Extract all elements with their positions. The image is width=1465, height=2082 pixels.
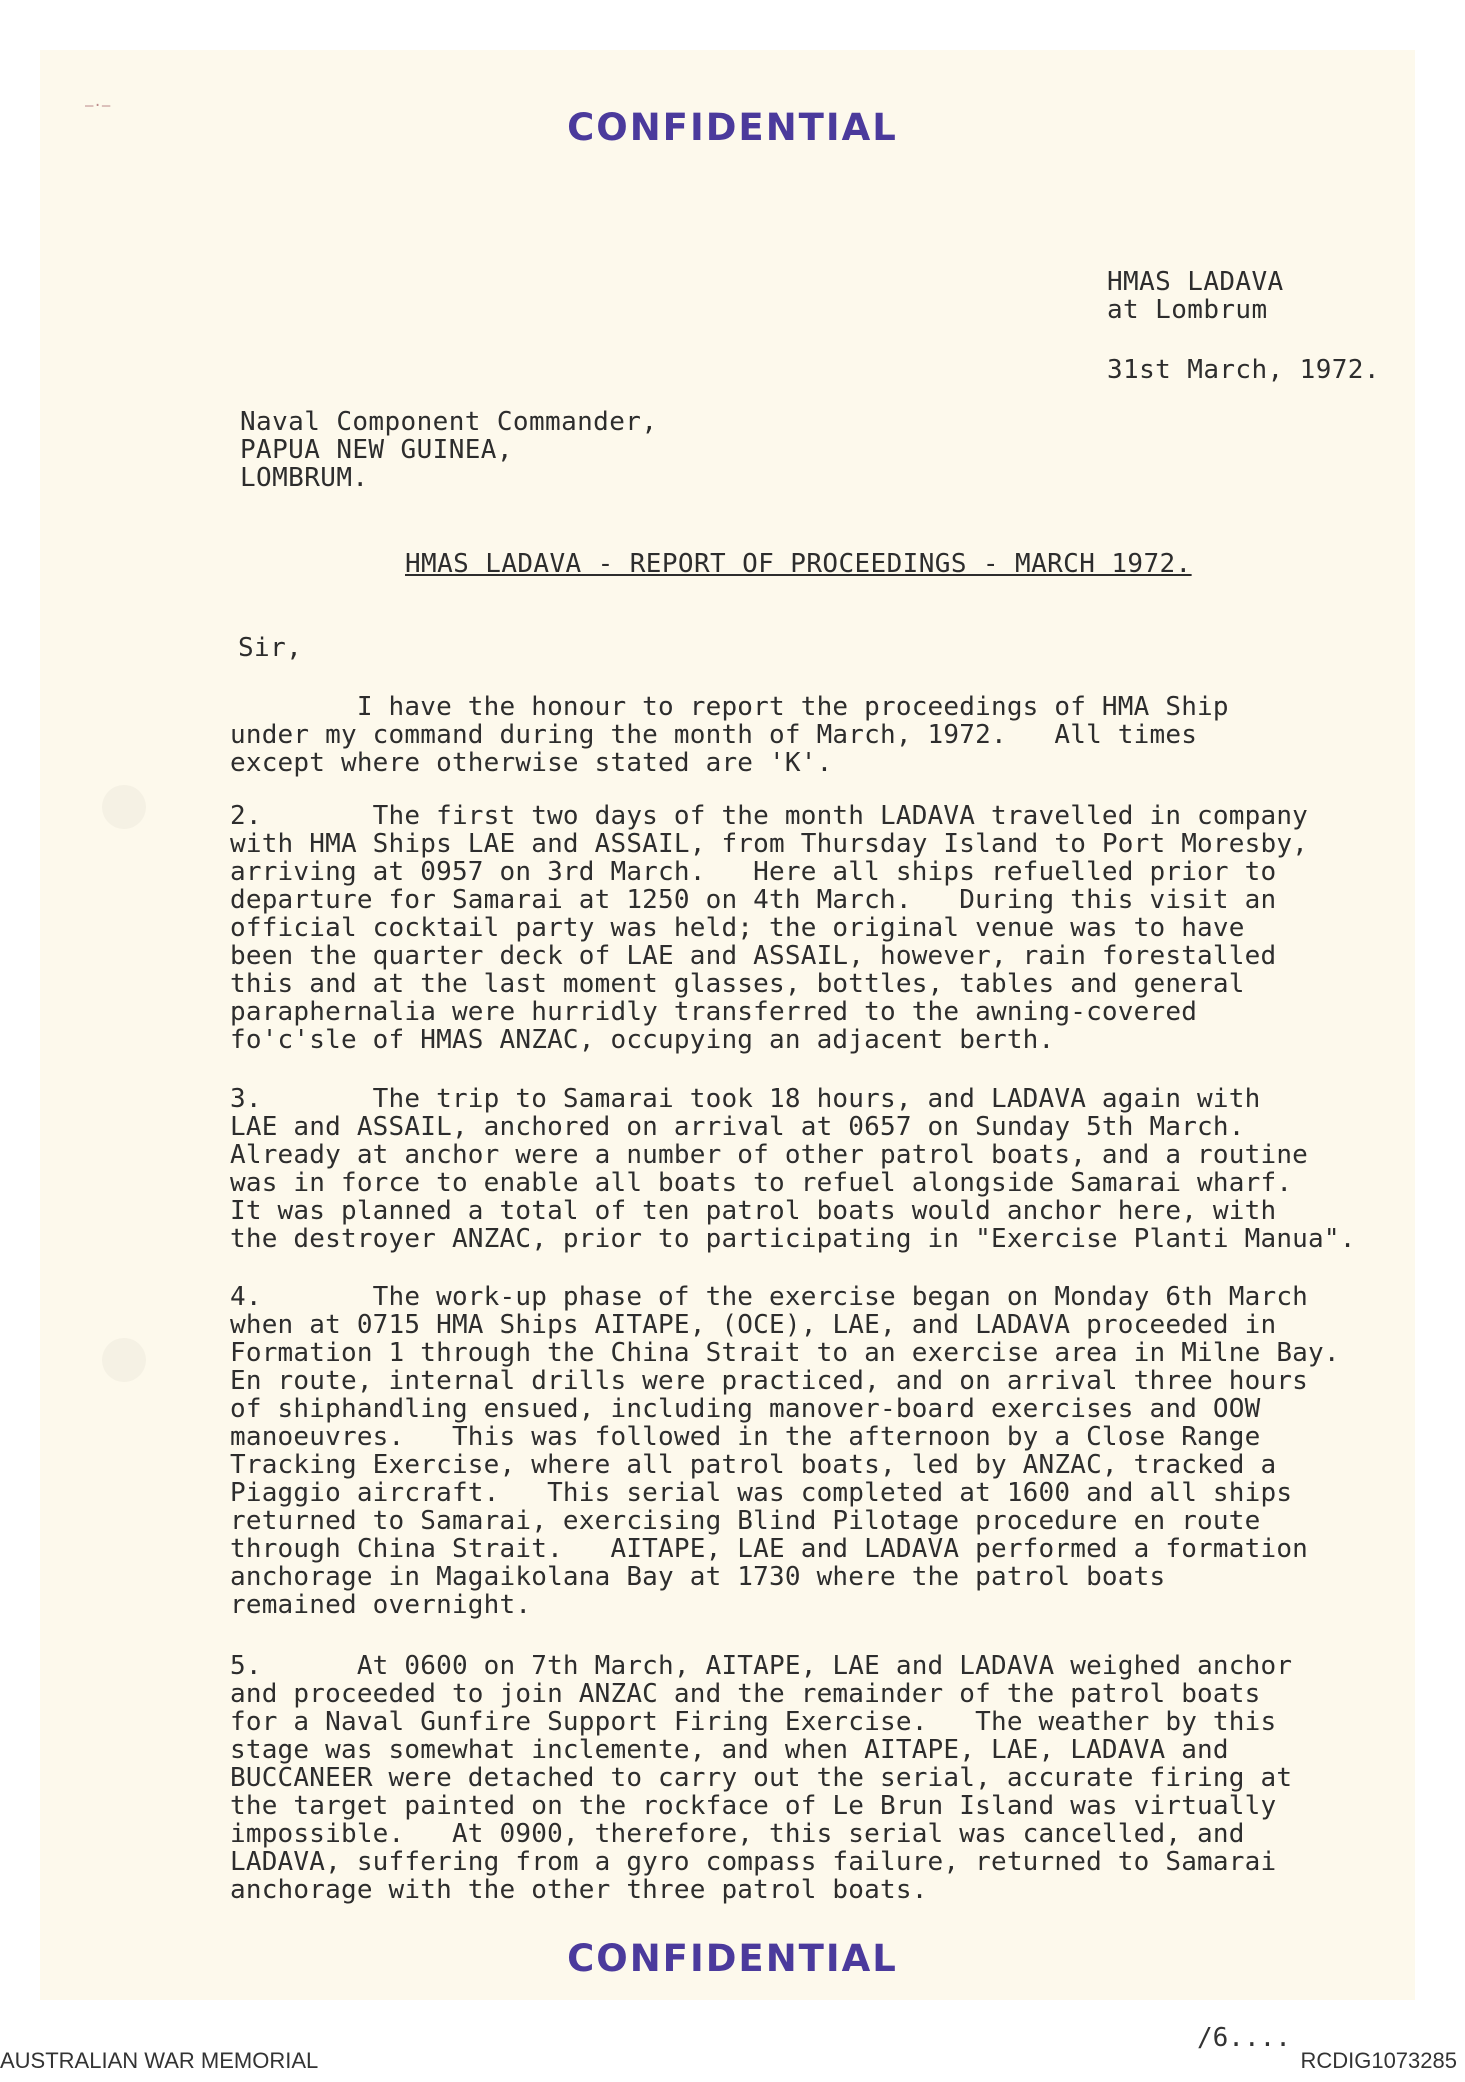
sender-address — [1107, 268, 1284, 324]
paragraph-line: I have the honour to report the proceedings of HMA Ship — [230, 692, 1229, 722]
subject-heading: HMAS LADAVA - REPORT OF PROCEEDINGS - MARCH 1972. — [405, 549, 1192, 579]
paragraph-1 — [230, 693, 1390, 777]
recipient-line: LOMBRUM. — [240, 463, 369, 493]
continuation-marker: /6.... — [1197, 2023, 1291, 2053]
paragraph-line: impossible. At 0900, therefore, this serial was cancelled, and — [230, 1819, 1245, 1849]
archive-id: RCDIG1073285 — [1300, 2048, 1457, 2073]
edge-mark: —·— — [85, 98, 111, 114]
paragraph-line: En route, internal drills were practiced, and on arrival three hours — [230, 1366, 1309, 1396]
salutation: Sir, — [238, 633, 303, 663]
paragraph-line: 2. The first two days of the month LADAVA travelled in company — [230, 801, 1309, 831]
paragraph-line: LADAVA, suffering from a gyro compass failure, returned to Samarai — [230, 1847, 1277, 1877]
paragraph-line: paraphernalia were hurridly transferred to the awning-covered — [230, 997, 1198, 1027]
paragraph-line: stage was somewhat inclemente, and when AITAPE, LAE, LADAVA and — [230, 1735, 1229, 1765]
paragraph-line: 4. The work-up phase of the exercise began on Monday 6th March — [230, 1282, 1309, 1312]
paragraph-2 — [230, 802, 1390, 1054]
paragraph-line: BUCCANEER were detached to carry out the serial, accurate firing at — [230, 1763, 1293, 1793]
paragraph-line: this and at the last moment glasses, bottles, tables and general — [230, 969, 1245, 999]
paragraph-line: except where otherwise stated are 'K'. — [230, 748, 833, 778]
paragraph-line: fo'c'sle of HMAS ANZAC, occupying an adjacent berth. — [230, 1025, 1055, 1055]
paragraph-line: and proceeded to join ANZAC and the remainder of the patrol boats — [230, 1679, 1261, 1709]
paragraph-line: been the quarter deck of LAE and ASSAIL, however, rain forestalled — [230, 941, 1277, 971]
confidential-stamp-bottom: CONFIDENTIAL — [567, 1937, 898, 1980]
paragraph-line: Tracking Exercise, where all patrol boats, led by ANZAC, tracked a — [230, 1450, 1277, 1480]
recipient-line: PAPUA NEW GUINEA, — [240, 435, 513, 465]
paragraph-line: the target painted on the rockface of Le Brun Island was virtually — [230, 1791, 1277, 1821]
paragraph-line: anchorage in Magaikolana Bay at 1730 where the patrol boats — [230, 1562, 1166, 1592]
paragraph-line: It was planned a total of ten patrol boats would anchor here, with — [230, 1196, 1277, 1226]
paragraph-line: returned to Samarai, exercising Blind Pilotage procedure en route — [230, 1506, 1261, 1536]
paragraph-line: was in force to enable all boats to refuel alongside Samarai wharf. — [230, 1168, 1293, 1198]
paragraph-line: manoeuvres. This was followed in the afternoon by a Close Range — [230, 1422, 1261, 1452]
letter-date: 31st March, 1972. — [1107, 355, 1380, 385]
paragraph-5 — [230, 1652, 1390, 1904]
archive-label: AUSTRALIAN WAR MEMORIAL — [0, 2048, 319, 2073]
paragraph-3 — [230, 1085, 1390, 1253]
paragraph-line: through China Strait. AITAPE, LAE and LADAVA performed a formation — [230, 1534, 1309, 1564]
recipient-line: Naval Component Commander, — [240, 407, 658, 437]
paragraph-line: Already at anchor were a number of other patrol boats, and a routine — [230, 1140, 1309, 1170]
recipient-address — [240, 408, 657, 492]
paragraph-line: Formation 1 through the China Strait to an exercise area in Milne Bay. — [230, 1338, 1340, 1368]
paragraph-line: of shiphandling ensued, including manover-board exercises and OOW — [230, 1394, 1261, 1424]
paragraph-line: official cocktail party was held; the original venue was to have — [230, 913, 1245, 943]
paragraph-line: for a Naval Gunfire Support Firing Exercise. The weather by this — [230, 1707, 1277, 1737]
paragraph-line: remained overnight. — [230, 1590, 532, 1620]
confidential-stamp-top: CONFIDENTIAL — [567, 106, 898, 149]
sender-line: HMAS LADAVA — [1107, 267, 1284, 297]
paragraph-line: Piaggio aircraft. This serial was completed at 1600 and all ships — [230, 1478, 1293, 1508]
paragraph-line: under my command during the month of March, 1972. All times — [230, 720, 1198, 750]
punch-hole — [102, 1338, 146, 1382]
paragraph-line: LAE and ASSAIL, anchored on arrival at 0657 on Sunday 5th March. — [230, 1112, 1245, 1142]
sender-line: at Lombrum — [1107, 295, 1268, 325]
paragraph-line: 3. The trip to Samarai took 18 hours, and LADAVA again with — [230, 1084, 1261, 1114]
paragraph-line: when at 0715 HMA Ships AITAPE, (OCE), LAE, and LADAVA proceeded in — [230, 1310, 1277, 1340]
paragraph-line: anchorage with the other three patrol boats. — [230, 1875, 928, 1905]
paragraph-line: 5. At 0600 on 7th March, AITAPE, LAE and LADAVA weighed anchor — [230, 1651, 1293, 1681]
paragraph-line: with HMA Ships LAE and ASSAIL, from Thursday Island to Port Moresby, — [230, 829, 1309, 859]
paragraph-4 — [230, 1283, 1390, 1619]
paragraph-line: the destroyer ANZAC, prior to participating in "Exercise Planti Manua". — [230, 1224, 1356, 1254]
paragraph-line: departure for Samarai at 1250 on 4th March. During this visit an — [230, 885, 1277, 915]
punch-hole — [102, 785, 146, 829]
paragraph-line: arriving at 0957 on 3rd March. Here all ships refuelled prior to — [230, 857, 1277, 887]
